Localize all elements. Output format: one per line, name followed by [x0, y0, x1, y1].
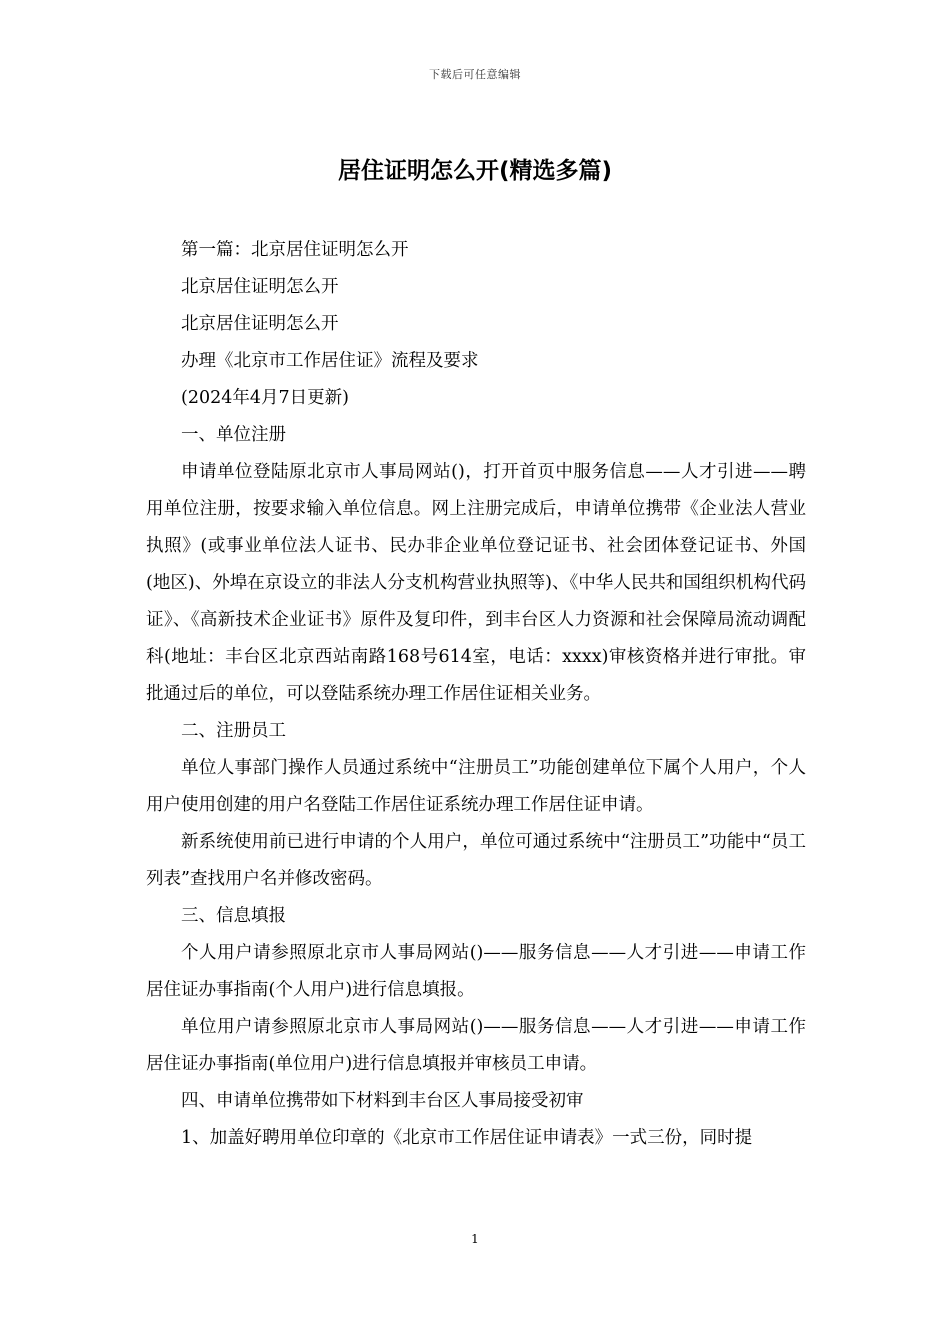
update-date: (2024年4月7日更新) [181, 388, 349, 408]
step-heading: 一、单位注册 [181, 425, 286, 445]
paragraph: 北京居住证明怎么开 [181, 314, 339, 334]
step-heading: 四、申请单位携带如下材料到丰台区人事局接受初审 [181, 1091, 584, 1111]
document-title: 居住证明怎么开(精选多篇) [337, 158, 613, 184]
paragraph: 办理《北京市工作居住证》流程及要求 [181, 351, 479, 371]
paragraph: 新系统使用前已进行申请的个人用户，单位可通过系统中“注册员工”功能中“员工列表”查找用户名并修改密码。 [146, 832, 806, 889]
step-heading: 三、信息填报 [181, 906, 286, 926]
document-body [146, 232, 806, 1157]
paragraph: 单位人事部门操作人员通过系统中“注册员工”功能创建单位下属个人用户，个人用户使用创建的用户名登陆工作居住证系统办理工作居住证申请。 [146, 758, 806, 815]
page-number: 1 [471, 1232, 479, 1246]
paragraph: 1、加盖好聘用单位印章的《北京市工作居住证申请表》一式三份，同时提 [181, 1128, 753, 1148]
paragraph: 个人用户请参照原北京市人事局网站()——服务信息——人才引进——申请工作居住证办事指南(个人用户)进行信息填报。 [146, 943, 806, 1000]
step-heading: 二、注册员工 [181, 721, 286, 741]
paragraph: 单位用户请参照原北京市人事局网站()——服务信息——人才引进——申请工作居住证办事指南(单位用户)进行信息填报并审核员工申请。 [146, 1017, 806, 1074]
page-header-note: 下载后可任意编辑 [429, 68, 521, 81]
paragraph: 北京居住证明怎么开 [181, 277, 339, 297]
paragraph: 申请单位登陆原北京市人事局网站()，打开首页中服务信息——人才引进——聘用单位注册，按要求输入单位信息。网上注册完成后，申请单位携带《企业法人营业执照》(或事业单位法人证书、民办非企业单位登记证书、社会团体登记证书、外国(地区)、外埠在京设立的非法人分支机构营业执照等)、《中华人民共和国组织机构代码证》、《高新技术企业证书》原件及复印件，到丰台区人力资源和社会保障局流动调配科(地址：丰台区北京西站南路168号614室，电话：xxxx)审核资格并进行审批。审批通过后的单位，可以登陆系统办理工作居住证相关业务。 [146, 462, 806, 704]
section-heading: 第一篇：北京居住证明怎么开 [181, 240, 409, 260]
